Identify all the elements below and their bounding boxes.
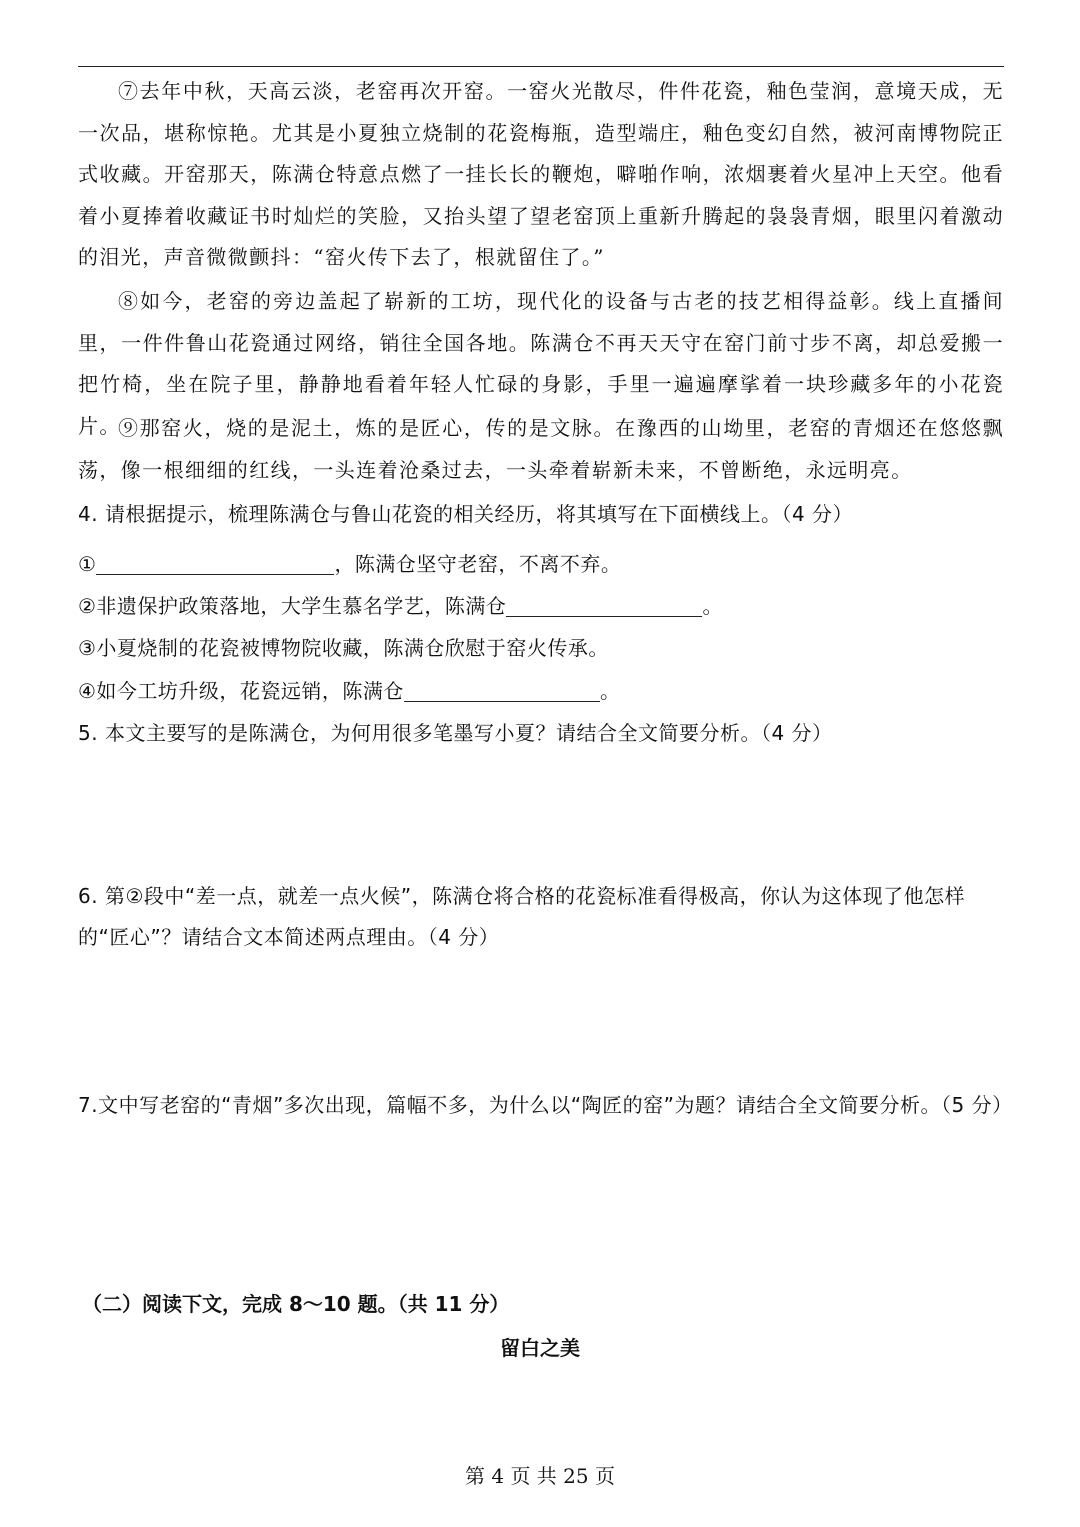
item-4-prefix: ④如今工坊升级，花瓷远销，陈满仓 — [78, 679, 404, 703]
section-2-heading: （二）阅读下文，完成 8～10 题。（共 11 分） — [82, 1292, 510, 1316]
item-1-suffix: ，陈满仓坚守老窑，不离不弃。 — [334, 552, 622, 576]
paragraph-8: ⑧如今，老窑的旁边盖起了崭新的工坊，现代化的设备与古老的技艺相得益彰。线上直播间里，一件件鲁山花瓷通过网络，销往全国各地。陈满仓不再天天守在窑门前寸步不离，却总爱搬一把竹椅，坐在院子里，静静地看着年轻人忙碌的身影，手里一遍遍摩挲着一块珍藏多年的小花瓷片。 — [78, 289, 1004, 438]
item-2-suffix: 。 — [702, 594, 723, 618]
item-2-prefix: ②非遗保护政策落地，大学生慕名学艺，陈满仓 — [78, 594, 507, 618]
question-4-item-3: ③小夏烧制的花瓷被博物院收藏，陈满仓欣慰于窑火传承。 — [78, 636, 609, 660]
paragraph-7: ⑦去年中秋，天高云淡，老窑再次开窑。一窑火光散尽，件件花瓷，釉色莹润，意境天成，无一次品，堪称惊艳。尤其是小夏独立烧制的花瓷梅瓶，造型端庄，釉色变幻自然，被河南博物院正式收藏。开窑那天，陈满仓特意点燃了一挂长长的鞭炮，噼啪作响，浓烟裹着火星冲上天空。他看着小夏捧着收藏证书时灿烂的笑脸，又抬头望了望老窑顶上重新升腾起的袅袅青烟，眼里闪着激动的泪光，声音微微颤抖：“窑火传下去了，根就留住了。” — [78, 79, 1004, 269]
paragraph-9: ⑨那窑火，烧的是泥土，炼的是匠心，传的是文脉。在豫西的山坳里，老窑的青烟还在悠悠飘荡，像一根细细的红线，一头连着沧桑过去，一头牵着崭新未来，不曾断绝，永远明亮。 — [78, 416, 1004, 482]
question-7: 7.文中写老窑的“青烟”多次出现，篇幅不多，为什么以“陶匠的窑”为题？请结合全文简要分析。（5 分） — [78, 1093, 1013, 1117]
question-4-item-1 — [78, 544, 1004, 585]
question-5: 5. 本文主要写的是陈满仓，为何用很多笔墨写小夏？请结合全文简要分析。（4 分） — [78, 721, 833, 745]
question-4-item-4 — [78, 671, 1004, 712]
question-6: 6. 第②段中“差一点，就差一点火候”，陈满仓将合格的花瓷标准看得极高，你认为这体现了他怎样的“匠心”？请结合文本简述两点理由。（4 分） — [78, 884, 966, 949]
answer-blank-2[interactable] — [506, 592, 702, 617]
item-1-prefix: ① — [78, 552, 97, 576]
article-title: 留白之美 — [500, 1336, 580, 1360]
item-4-suffix: 。 — [599, 679, 621, 703]
top-rule — [78, 66, 1004, 67]
page-footer: 第 4 页 共 25 页 — [465, 1464, 615, 1488]
answer-blank-4[interactable] — [404, 677, 600, 702]
question-4-stem: 4. 请根据提示，梳理陈满仓与鲁山花瓷的相关经历，将其填写在下面横线上。（4 分） — [78, 502, 854, 526]
answer-blank-1[interactable] — [96, 550, 334, 575]
question-4-item-2 — [78, 586, 1004, 627]
